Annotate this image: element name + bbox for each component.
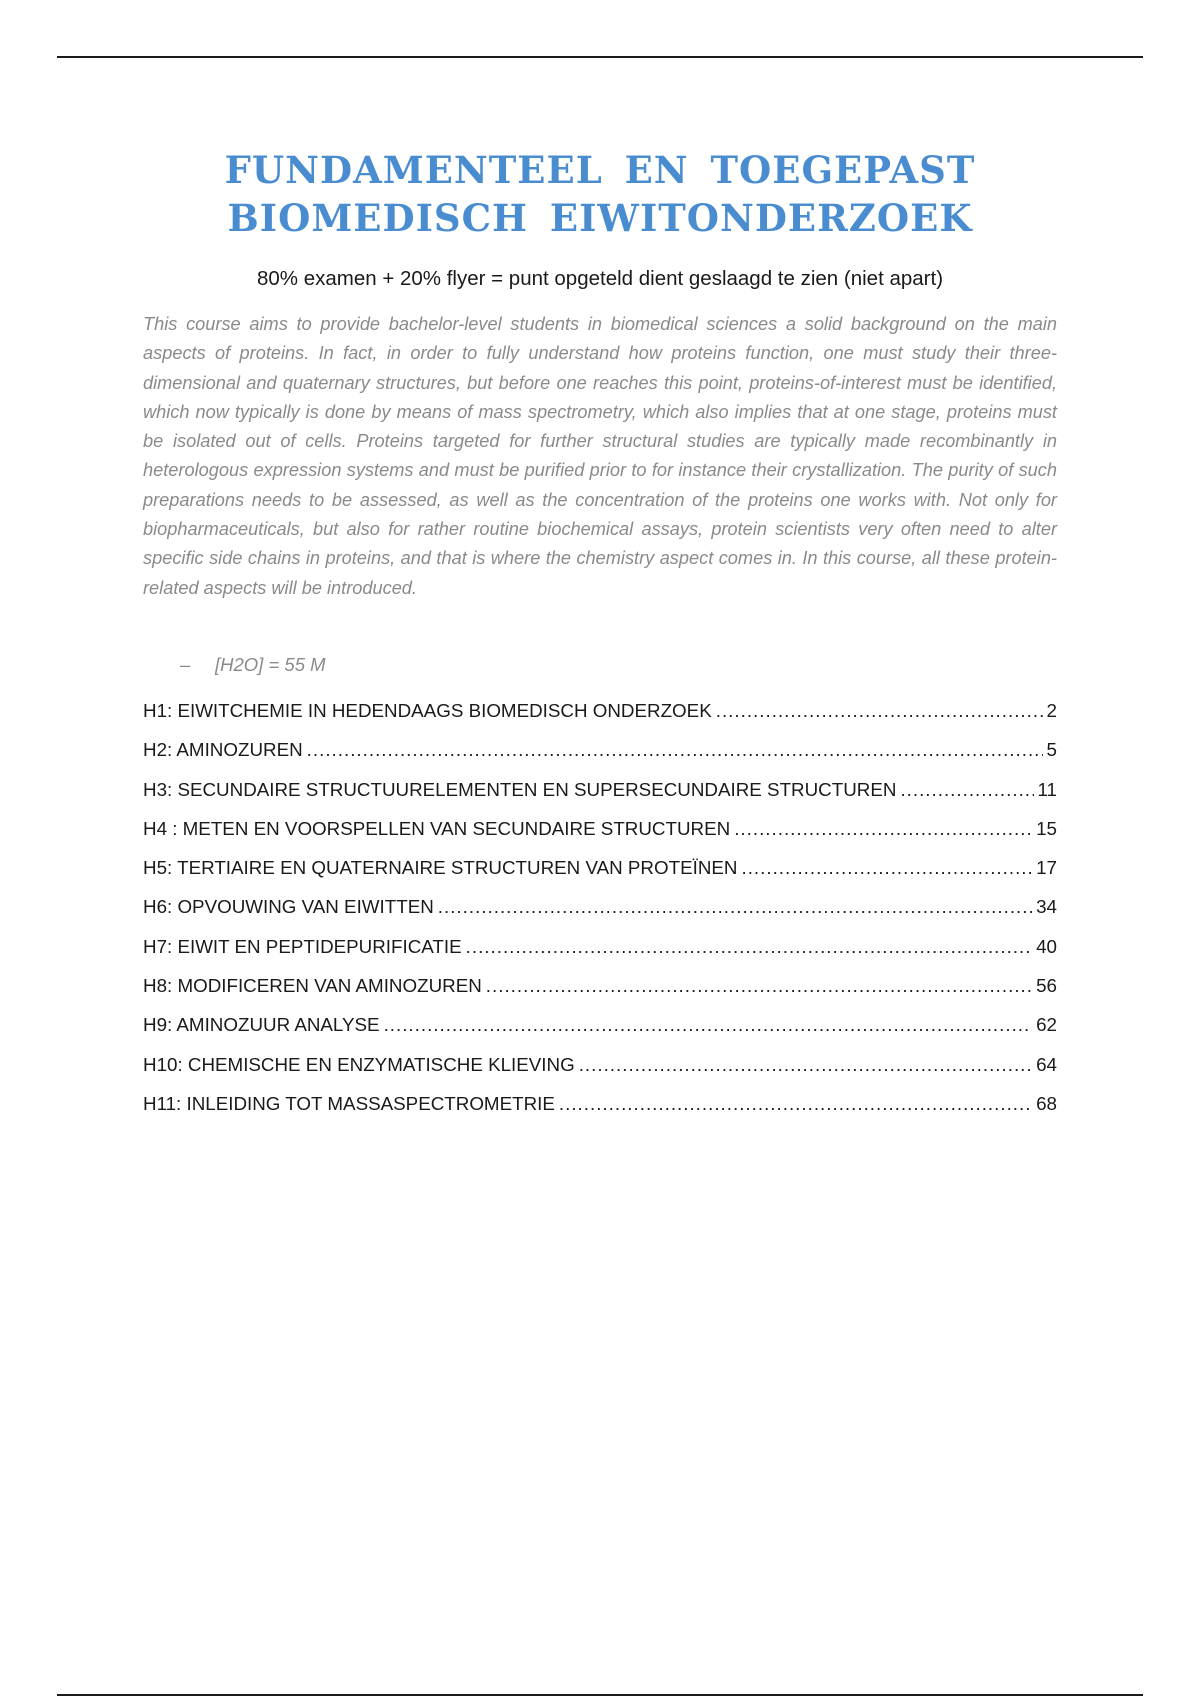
toc-page-number: 34 <box>1036 896 1057 918</box>
toc-entry-h10[interactable] <box>143 1049 1057 1088</box>
toc-leader-dots <box>486 970 1032 1002</box>
toc-entry-title: H3: SECUNDAIRE STRUCTUURELEMENTEN EN SUPERSECUNDAIRE STRUCTUREN <box>143 778 897 800</box>
toc-entry-h11[interactable] <box>143 1088 1057 1127</box>
toc-page-number: 56 <box>1036 975 1057 997</box>
toc-page-number: 68 <box>1036 1092 1057 1114</box>
title-line-1: FUNDAMENTEEL EN TOEGEPAST <box>224 148 976 192</box>
course-abstract: This course aims to provide bachelor-level students in biomedical sciences a solid background on the main aspects of proteins. In fact, in order to fully understand how proteins function, one must study their three-dimensional and quaternary structures, but before one reaches this point, proteins-of-interest must be identified, which now typically is done by means of mass spectrometry, which also implies that at one stage, proteins must be isolated out of cells. Proteins targeted for further structural studies are typically made recombinantly in heterologous expression systems and must be purified prior to for instance their crystallization. The purity of such preparations needs to be assessed, as well as the concentration of the proteins one works with. Not only for biopharmaceuticals, but also for rather routine biochemical assays, protein scientists very often need to alter specific side chains in proteins, and that is where the chemistry aspect comes in. In this course, all these protein-related aspects will be introduced. <box>143 314 1057 598</box>
toc-entry-h2[interactable] <box>143 734 1057 773</box>
toc-entry-h6[interactable] <box>143 891 1057 930</box>
toc-leader-dots <box>716 695 1043 727</box>
toc-entry-title: H7: EIWIT EN PEPTIDEPURIFICATIE <box>143 935 462 957</box>
toc-page-number: 11 <box>1037 778 1057 800</box>
grading-note: 80% examen + 20% flyer = punt opgeteld dient geslaagd te zien (niet apart) <box>256 267 944 290</box>
toc-entry-title: H4 : METEN EN VOORSPELLEN VAN SECUNDAIRE STRUCTUREN <box>143 817 731 839</box>
toc-leader-dots <box>466 931 1032 963</box>
bullet-item <box>180 651 326 679</box>
toc-entry-title: H5: TERTIAIRE EN QUATERNAIRE STRUCTUREN VAN PROTEÏNEN <box>143 857 738 879</box>
toc-entry-h4[interactable] <box>143 813 1057 852</box>
toc-page-number: 64 <box>1036 1053 1057 1075</box>
toc-entry-title: H9: AMINOZUUR ANALYSE <box>143 1014 380 1036</box>
toc-entry-h3[interactable] <box>143 774 1057 813</box>
bullet-text: [H2O] = 55 M <box>215 654 326 675</box>
toc-page-number: 2 <box>1046 700 1057 721</box>
toc-leader-dots <box>579 1049 1032 1081</box>
toc-page-number: 15 <box>1036 817 1057 839</box>
toc-entry-title: H10: CHEMISCHE EN ENZYMATISCHE KLIEVING <box>143 1053 575 1075</box>
toc-page-number: 5 <box>1046 739 1057 761</box>
toc-entry-h7[interactable] <box>143 931 1057 970</box>
toc-leader-dots <box>307 734 1043 766</box>
toc-page-number: 40 <box>1036 935 1057 957</box>
toc-entry-title: H6: OPVOUWING VAN EIWITTEN <box>143 896 434 918</box>
toc-leader-dots <box>559 1088 1032 1120</box>
toc-entry-h9[interactable] <box>143 1009 1057 1048</box>
toc-leader-dots <box>734 813 1032 845</box>
toc-leader-dots <box>900 774 1033 806</box>
footer-rule <box>57 1694 1143 1696</box>
toc-entry-h1[interactable] <box>143 695 1057 734</box>
toc-entry-title: H1: EIWITCHEMIE IN HEDENDAAGS BIOMEDISCH ONDERZOEK <box>143 700 712 721</box>
bullet-dash: – <box>180 654 191 675</box>
toc-page-number: 17 <box>1036 857 1057 879</box>
document-title <box>0 146 1200 242</box>
toc-leader-dots <box>384 1009 1033 1041</box>
toc-leader-dots <box>438 891 1032 923</box>
toc-leader-dots <box>741 852 1032 884</box>
table-of-contents <box>143 695 1057 1127</box>
toc-entry-title: H8: MODIFICEREN VAN AMINOZUREN <box>143 975 482 997</box>
toc-entry-title: H2: AMINOZUREN <box>143 739 303 761</box>
toc-entry-title: H11: INLEIDING TOT MASSASPECTROMETRIE <box>143 1092 555 1114</box>
title-line-2: BIOMEDISCH EIWITONDERZOEK <box>227 196 973 240</box>
header-rule <box>57 56 1143 58</box>
toc-entry-h5[interactable] <box>143 852 1057 891</box>
toc-entry-h8[interactable] <box>143 970 1057 1009</box>
toc-page-number: 62 <box>1036 1014 1057 1036</box>
